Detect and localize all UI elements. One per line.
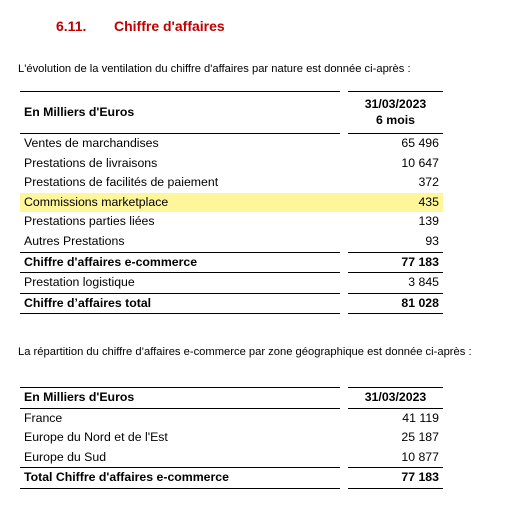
subtotal-row [20, 252, 443, 273]
table-row [20, 154, 443, 174]
table-row [20, 273, 443, 294]
row-label: Chiffre d'affaires e-commerce [20, 252, 340, 273]
row-label: Total Chiffre d'affaires e-commerce [20, 468, 340, 489]
total-row [20, 293, 443, 314]
revenue-by-region-table [20, 387, 443, 489]
row-value: 10 877 [401, 449, 439, 464]
section-title: Chiffre d'affaires [114, 18, 225, 34]
row-value: 139 [418, 214, 439, 229]
row-value: 435 [348, 193, 443, 213]
table-row [20, 173, 443, 193]
table-row [20, 232, 443, 252]
row-value: 65 496 [401, 136, 439, 150]
table-row [20, 448, 443, 468]
row-label: Prestation logistique [24, 275, 135, 290]
row-value: 10 647 [401, 155, 439, 170]
intro-nature-text: L'évolution de la ventilation du chiffre d'affaires par nature est donnée ci-après : [18, 63, 411, 75]
row-value: 372 [418, 175, 439, 190]
table-row [20, 134, 443, 154]
row-value: 25 187 [401, 430, 439, 445]
row-label: Chiffre d’affaires total [20, 293, 340, 314]
row-label: Ventes de marchandises [24, 136, 159, 150]
row-label: Europe du Nord et de l'Est [24, 430, 168, 445]
table-row [20, 212, 443, 232]
row-value: 81 028 [348, 293, 443, 314]
row-label: Prestations de facilités de paiement [24, 175, 219, 190]
intro-geo-text: La répartition du chiffre d’affaires e-commerce par zone géographique est donnée ci-après : [18, 346, 472, 358]
row-value: 77 183 [348, 252, 443, 273]
table-row [20, 428, 443, 448]
row-label: Europe du Sud [24, 449, 107, 464]
table-header [20, 388, 443, 409]
row-label: Autres Prestations [24, 233, 125, 248]
row-value: 93 [425, 233, 439, 248]
section-heading [56, 18, 225, 34]
header-label: En Milliers d'Euros [20, 92, 340, 134]
row-label: Commissions marketplace [20, 193, 340, 213]
table-row [20, 408, 443, 428]
header-duration: 6 mois [376, 112, 415, 127]
row-value: 41 119 [402, 410, 439, 425]
row-value: 3 845 [408, 275, 439, 290]
header-period [348, 92, 443, 134]
table-header [20, 92, 443, 134]
row-label: France [24, 410, 63, 425]
total-row [20, 468, 443, 489]
header-date: 31/03/2023 [364, 97, 427, 111]
header-label: En Milliers d'Euros [20, 388, 340, 409]
revenue-by-nature-table [20, 91, 443, 314]
row-label: Prestations parties liées [24, 214, 155, 229]
header-date: 31/03/2023 [348, 388, 443, 409]
section-number: 6.11. [56, 18, 87, 34]
highlighted-row [20, 193, 443, 213]
row-value: 77 183 [348, 468, 443, 489]
row-label: Prestations de livraisons [24, 155, 158, 170]
